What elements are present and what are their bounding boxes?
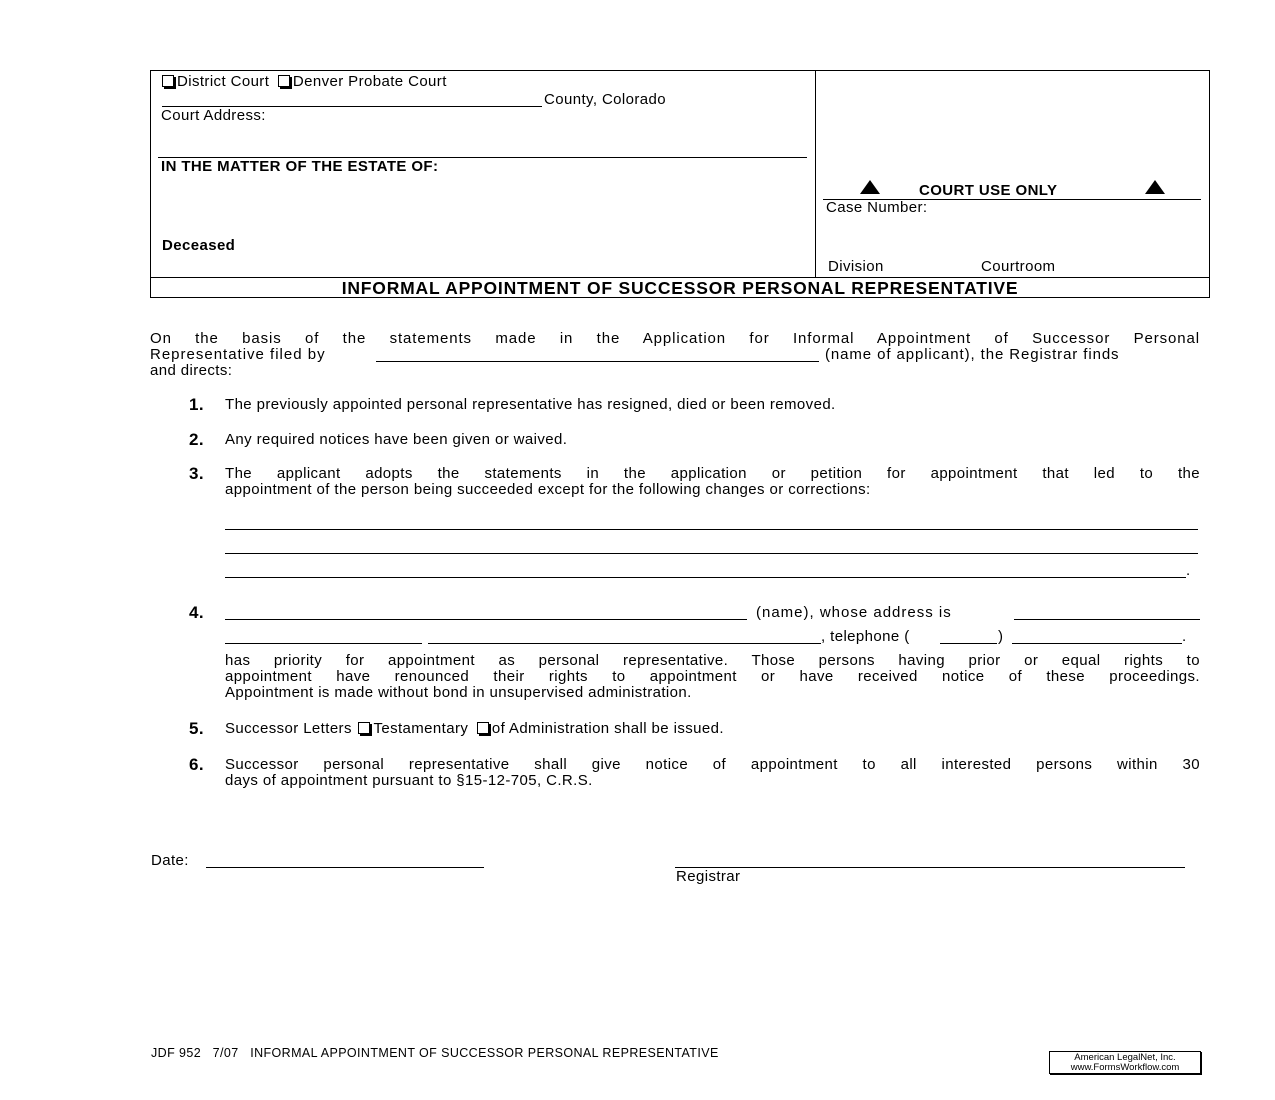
denver-probate-checkbox[interactable] (278, 75, 290, 87)
item-3-text-line-2: appointment of the person being succeeded except for the following changes or corrections: (225, 481, 871, 498)
courtroom-label: Courtroom (981, 258, 1056, 275)
applicant-name-line[interactable] (376, 361, 819, 362)
item-6-text-line-1: Successor personal representative shall give notice of appointment to all interested persons within 30 (225, 756, 1200, 773)
item-3-number: 3. (189, 464, 204, 483)
testamentary-label: Testamentary (373, 720, 469, 737)
item-4-text-line-3: Appointment is made without bond in unsupervised administration. (225, 684, 692, 701)
item-4-text-line-2: appointment have renounced their rights to appointment or have received notice of these proceedings. (225, 668, 1200, 685)
item-5-number: 5. (189, 719, 204, 738)
item-4-number: 4. (189, 603, 204, 622)
telephone-period: . (1182, 628, 1187, 645)
district-court-checkbox[interactable] (162, 75, 174, 87)
triangle-left-icon (860, 180, 880, 194)
court-address-label: Court Address: (161, 107, 266, 124)
telephone-label: , telephone ( (821, 628, 910, 645)
testamentary-checkbox[interactable] (358, 722, 370, 734)
corrections-line-2[interactable] (225, 553, 1198, 554)
administration-label: of Administration shall be issued. (491, 720, 724, 737)
item-1-text: The previously appointed personal representative has resigned, died or been removed. (225, 396, 836, 413)
address-line-2[interactable] (225, 643, 422, 644)
item-2-number: 2. (189, 430, 204, 449)
address-line-1[interactable] (1014, 619, 1200, 620)
address-line-3[interactable] (428, 643, 821, 644)
form-title: INFORMAL APPOINTMENT OF SUCCESSOR PERSONAL REPRESENTATIVE (341, 278, 1019, 298)
item-6-number: 6. (189, 755, 204, 774)
item-1-number: 1. (189, 395, 204, 414)
intro-line-2b: (name of applicant), the Registrar finds (825, 346, 1120, 363)
legalnet-badge (1049, 1051, 1201, 1074)
item-4-name-label: (name), whose address is (756, 604, 952, 621)
corrections-period: . (1186, 562, 1191, 579)
court-use-only-label: COURT USE ONLY (919, 182, 1058, 199)
item-3-text-line-1: The applicant adopts the statements in the application or petition for appointment that led to the (225, 465, 1200, 482)
corrections-line-1[interactable] (225, 529, 1198, 530)
registrar-label: Registrar (676, 868, 741, 885)
intro-line-2a: Representative filed by (150, 346, 326, 363)
item-2-text: Any required notices have been given or waived. (225, 431, 568, 448)
footer-form-id: JDF 952 7/07 INFORMAL APPOINTMENT OF SUCCESSOR PERSONAL REPRESENTATIVE (151, 1046, 719, 1060)
county-label: County, Colorado (544, 91, 667, 108)
intro-line-3: and directs: (150, 362, 233, 379)
telephone-close-paren: ) (998, 628, 1004, 645)
administration-checkbox[interactable] (477, 722, 489, 734)
district-court-label: District Court (177, 73, 270, 90)
denver-probate-label: Denver Probate Court (292, 73, 447, 90)
telephone-number-line[interactable] (1012, 643, 1182, 644)
intro-line-1: On the basis of the statements made in the Application for Informal Appointment of Successor Personal (150, 330, 1200, 347)
item-6-text-line-2: days of appointment pursuant to §15-12-705, C.R.S. (225, 772, 593, 789)
deceased-label: Deceased (162, 237, 236, 254)
date-line[interactable] (206, 867, 484, 868)
division-label: Division (828, 258, 884, 275)
badge-line-2: www.FormsWorkflow.com (1070, 1062, 1180, 1073)
item-5-letters-label: Successor Letters (225, 720, 352, 737)
item-4-text-line-1: has priority for appointment as personal representative. Those persons having prior or equal rights to (225, 652, 1200, 669)
caption-divider (815, 70, 816, 278)
badge-line-1: American LegalNet, Inc. (1074, 1052, 1176, 1063)
registrar-signature-line[interactable] (675, 867, 1185, 868)
case-number-label: Case Number: (826, 199, 928, 216)
estate-matter-label: IN THE MATTER OF THE ESTATE OF: (161, 158, 439, 175)
successor-name-line[interactable] (225, 619, 747, 620)
area-code-line[interactable] (940, 643, 997, 644)
triangle-right-icon (1145, 180, 1165, 194)
corrections-line-3[interactable] (225, 577, 1186, 578)
date-label: Date: (151, 852, 189, 869)
